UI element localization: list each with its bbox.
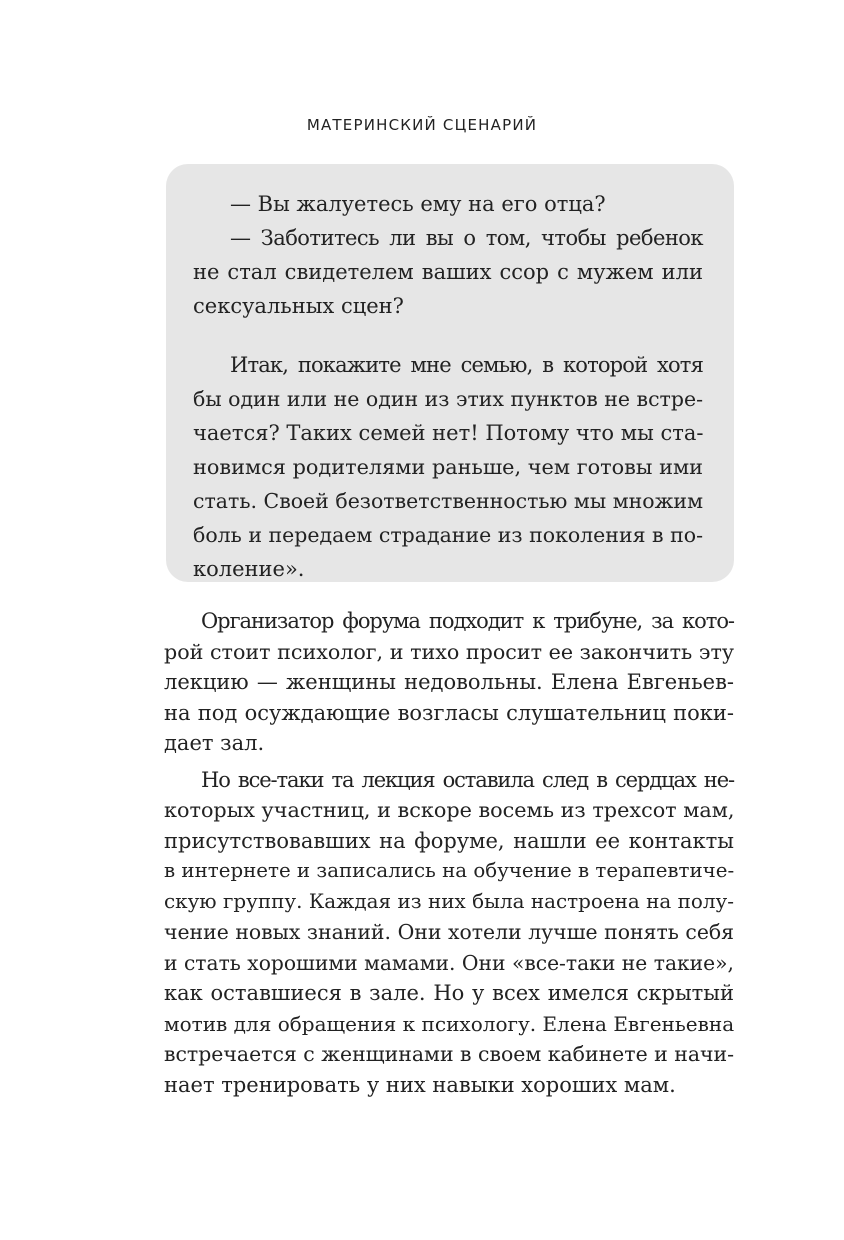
text-line: встречается с женщинами в своем кабинете и начи- bbox=[164, 1042, 735, 1066]
body-paragraph bbox=[164, 606, 734, 759]
text-line: дает зал. bbox=[164, 731, 265, 755]
body-text bbox=[164, 606, 734, 1100]
text-line: чается? Таких семей нет! Потому что мы ста- bbox=[193, 421, 704, 445]
text-line: присутствовавших на форуме, нашли ее контакты bbox=[164, 828, 734, 853]
text-line: в интернете и записались на обучение в терапевтиче- bbox=[164, 859, 735, 882]
text-line: не стал свидетелем ваших ссор с мужем или bbox=[193, 260, 703, 284]
text-line: коление». bbox=[193, 557, 305, 581]
text-line: — Вы жалуетесь ему на его отца? bbox=[230, 192, 606, 216]
text-line: бы один или не один из этих пунктов не встре- bbox=[193, 387, 703, 411]
text-line: скую группу. Каждая из них была настроена на полу- bbox=[164, 889, 734, 913]
text-line: которых участниц, и вскоре восемь из трехсот мам, bbox=[164, 798, 735, 822]
text-line: боль и передаем страдание из поколения в по- bbox=[193, 523, 703, 547]
text-line: стать. Своей безответственностью мы множим bbox=[193, 489, 703, 513]
quote-paragraph bbox=[193, 348, 703, 586]
text-line: нает тренировать у них навыки хороших мам. bbox=[164, 1072, 676, 1097]
text-line: Итак, покажите мне семью, в которой хотя bbox=[230, 353, 703, 377]
quote-paragraph bbox=[193, 221, 703, 323]
running-head-title: МАТЕРИНСКИЙ СЦЕНАРИЙ bbox=[306, 116, 538, 134]
text-line: новимся родителями раньше, чем готовы ими bbox=[193, 455, 703, 479]
text-line: — Заботитесь ли вы о том, чтобы ребенок bbox=[230, 226, 703, 250]
quote-paragraph bbox=[193, 187, 703, 221]
text-line: чение новых знаний. Они хотели лучше понять себя bbox=[164, 920, 734, 944]
body-paragraph bbox=[164, 765, 734, 1101]
text-line: на под осуждающие возгласы слушательниц поки- bbox=[164, 700, 734, 725]
quote-block bbox=[166, 164, 734, 582]
text-line: Организатор форума подходит к трибуне, за кото- bbox=[201, 609, 734, 633]
text-line: и стать хорошими мамами. Они «все-таки не такие», bbox=[164, 950, 734, 975]
text-line: Но все-таки та лекция оставила след в сердцах не- bbox=[201, 767, 734, 792]
text-line: как оставшиеся в зале. Но у всех имелся скрытый bbox=[164, 981, 734, 1005]
text-line: лекцию — женщины недовольны. Елена Евгеньев- bbox=[164, 670, 734, 694]
text-line: сексуальных сцен? bbox=[193, 294, 404, 318]
text-line: мотив для обращения к психологу. Елена Евгеньевна bbox=[164, 1011, 735, 1036]
text-line: рой стоит психолог, и тихо просит ее закончить эту bbox=[164, 639, 734, 664]
